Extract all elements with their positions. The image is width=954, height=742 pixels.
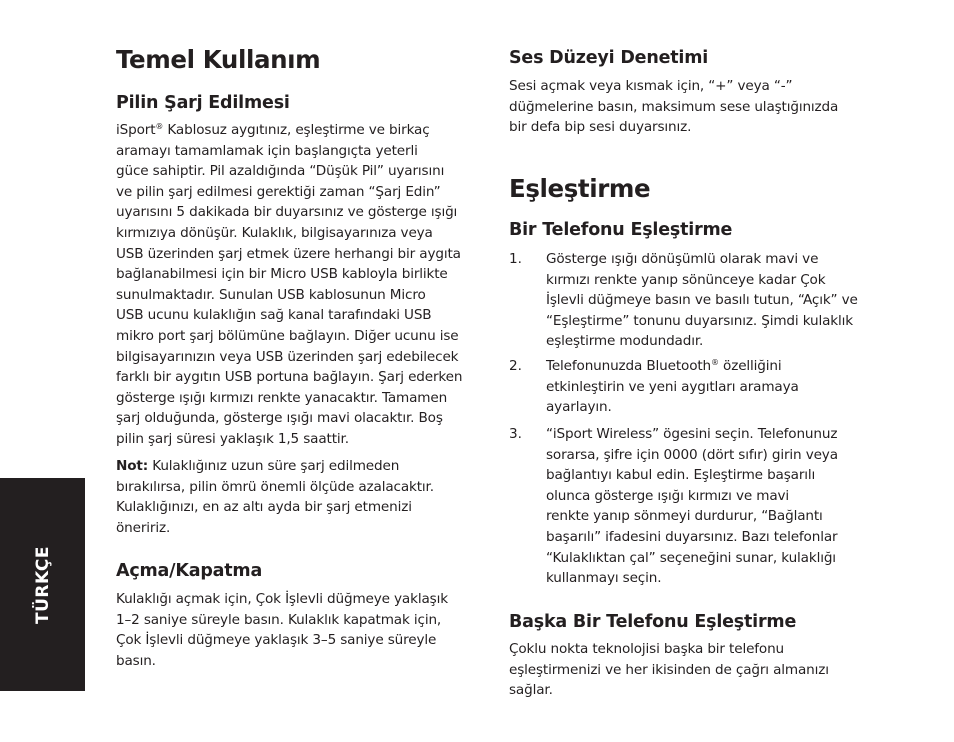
volume-paragraph: [509, 76, 838, 138]
step-line: kullanmayı seçin.: [546, 570, 662, 587]
charging-line: USB ucunu kulaklığın sağ kanal tarafındaki USB: [116, 307, 432, 324]
power-line: basın.: [116, 652, 156, 669]
pair-another-line: eşleştirmenizi ve her ikisinden de çağrı almanızı: [509, 661, 829, 678]
step-line: renkte yanıp sönmeyi durdurur, “Bağlantı: [546, 508, 823, 525]
charging-line: güce sahiptir. Pil azaldığında “Düşük Pil” uyarısını: [116, 163, 445, 180]
pair-another-paragraph: [509, 639, 829, 701]
step-line: kırmızı renkte yanıp sönünceye kadar Çok: [546, 271, 826, 288]
power-line: Çok İşlevli düğmeye yaklaşık 3–5 saniye süreyle: [116, 632, 437, 649]
power-line: 1–2 saniye süreyle basın. Kulaklık kapatmak için,: [116, 611, 442, 628]
step-line: Telefonunuzda Bluetooth: [546, 358, 712, 374]
charging-line: pilin şarj süresi yaklaşık 1,5 saattir.: [116, 430, 349, 447]
charging-line: şarj olduğunda, gösterge ışığı mavi olacaktır. Boş: [116, 410, 443, 427]
language-label: TÜRKÇE: [32, 545, 53, 624]
charging-paragraph: [116, 120, 462, 450]
step-number: 2.: [509, 358, 522, 374]
charging-line: sunulmaktadır. Sunulan USB kablosunun Micro: [116, 286, 426, 303]
step-line: bağlantıyı kabul edin. Eşleştirme başarılı: [546, 467, 816, 484]
step-number: 1.: [509, 251, 522, 267]
note-line: bırakılırsa, pilin ömrü önemli ölçüde azalacaktır.: [116, 478, 434, 495]
step-line: Gösterge ışığı dönüşümlü olarak mavi ve: [546, 251, 819, 267]
charging-line: Kablosuz aygıtınız, eşleştirme ve birkaç: [163, 122, 430, 138]
section-title-pairing: Eşleştirme: [509, 174, 651, 203]
heading-volume-control: Ses Düzeyi Denetimi: [509, 48, 709, 68]
charging-line: gösterge ışığı kırmızı renkte yanacaktır. Tamamen: [116, 389, 448, 406]
power-line: Kulaklığı açmak için, Çok İşlevli düğmeye yaklaşık: [116, 591, 448, 607]
heading-power-on-off: Açma/Kapatma: [116, 561, 263, 581]
power-paragraph: [116, 589, 448, 671]
step-line: başarılı” ifadesini duyarsınız. Bazı telefonlar: [546, 528, 838, 545]
note-line: Kulaklığınızı, en az altı ayda bir şarj etmenizi: [116, 499, 412, 516]
charging-line: bağlanabilmesi için bir Micro USB kabloyla birlikte: [116, 266, 448, 283]
charging-line: mikro port şarj bölümüne bağlayın. Diğer ucunu ise: [116, 327, 459, 344]
charging-line: aramayı tamamlamak için başlangıçta yeterli: [116, 142, 418, 159]
step-line: etkinleştirin ve yeni aygıtları aramaya: [546, 378, 799, 395]
note-label: Not:: [116, 458, 149, 474]
step-line: ayarlayın.: [546, 399, 612, 416]
pair-another-line: sağlar.: [509, 682, 553, 699]
charging-line: USB üzerinden şarj etmek üzere herhangi bir aygıta: [116, 245, 461, 262]
charging-line: bilgisayarınızın veya USB üzerinden şarj edebilecek: [116, 348, 459, 365]
heading-pair-phone: Bir Telefonu Eşleştirme: [509, 220, 733, 240]
step-line: eşleştirme modundadır.: [546, 333, 704, 350]
step-line: “iSport Wireless” ögesini seçin. Telefonunuz: [546, 426, 838, 442]
step-line: özelliğini: [718, 358, 782, 374]
heading-pair-another-phone: Başka Bir Telefonu Eşleştirme: [509, 612, 797, 632]
step-line: İşlevli düğmeye basın ve basılı tutun, “Açık” ve: [546, 292, 858, 309]
step-number: 3.: [509, 426, 522, 442]
step-line: “Kulaklıktan çal” seçeneğini sunar, kulaklığı: [546, 549, 836, 566]
charging-line: kırmızıya dönüşür. Kulaklık, bilgisayarınıza veya: [116, 224, 433, 241]
volume-line: Sesi açmak veya kısmak için, “+” veya “-”: [509, 78, 793, 94]
note-line: Kulaklığınız uzun süre şarj edilmeden: [148, 458, 400, 474]
note-line: öneririz.: [116, 519, 171, 536]
section-title-basic-use: Temel Kullanım: [116, 45, 321, 74]
volume-line: düğmelerine basın, maksimum sese ulaştığınızda: [509, 98, 839, 115]
step-line: olunca gösterge ışığı kırmızı ve mavi: [546, 487, 790, 504]
heading-battery-charging: Pilin Şarj Edilmesi: [116, 93, 290, 113]
charging-line: uyarısını 5 dakikada bir duyarsınız ve gösterge ışığı: [116, 204, 458, 221]
registered-mark: ®: [155, 122, 164, 131]
brand-name: iSport: [116, 122, 156, 138]
registered-mark: ®: [711, 358, 719, 367]
volume-line: bir defa bip sesi duyarsınız.: [509, 119, 692, 136]
pair-another-line: Çoklu nokta teknolojisi başka bir telefonu: [509, 641, 785, 657]
step-line: sorarsa, şifre için 0000 (dört sıfır) girin veya: [546, 446, 838, 463]
language-side-tab: [0, 478, 85, 691]
step-line: “Eşleştirme” tonunu duyarsınız. Şimdi kulaklık: [546, 312, 853, 329]
charging-line: ve pilin şarj edilmesi gerektiği zaman “Şarj Edin”: [116, 183, 441, 200]
charging-note: [116, 456, 434, 538]
charging-line: farklı bir aygıtın USB portuna bağlayın. Şarj ederken: [116, 369, 463, 386]
